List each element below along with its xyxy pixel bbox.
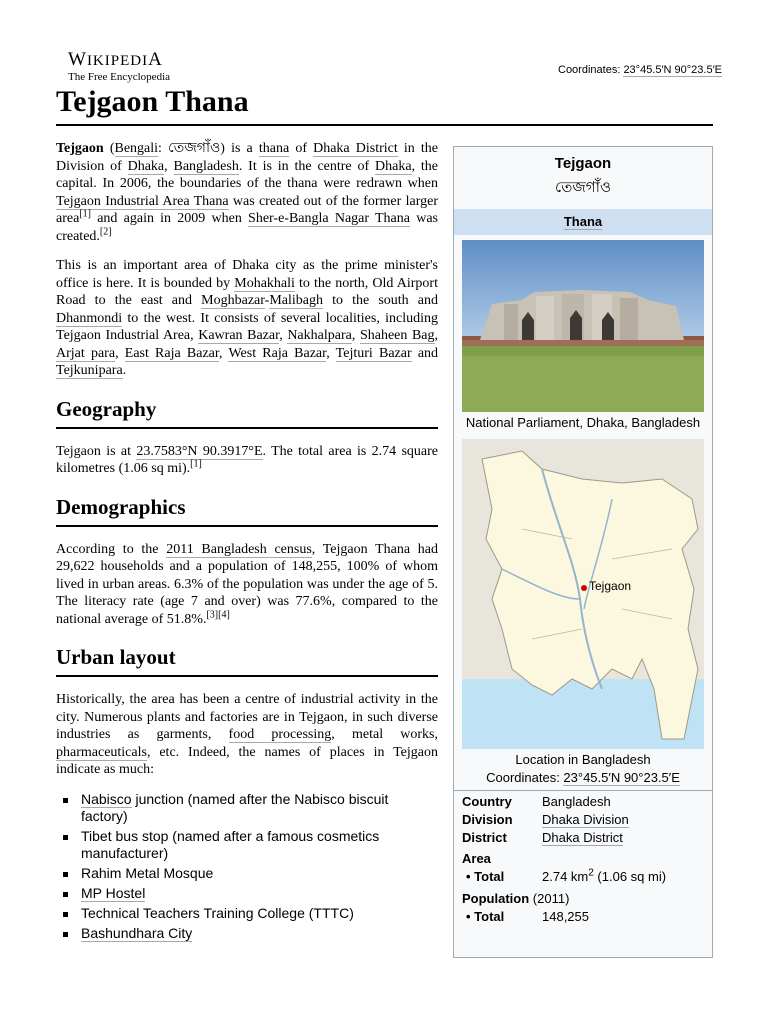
- infobox-type: [454, 209, 712, 235]
- infobox-area-total: [454, 868, 712, 886]
- wiki-link[interactable]: Nakhalpara: [287, 328, 352, 343]
- bold-term: Tejgaon: [56, 141, 104, 156]
- intro-paragraph-2: This is an important area of Dhaka city as the prime minister's office is here. It is bounded by Mohakhali to the north, Old Airport Road to the east and Moghbazar-Malibagh to the south and Dhanmondi to the west. It consists of several localities, including Tejgaon Industrial Area, Kawran Bazar, Nakhalpara, Shaheen Bag, Arjat para, East Raja Bazar, West Raja Bazar, Tejturi Bazar and Tejkunipara.: [56, 258, 439, 378]
- infobox-row-division: [454, 811, 712, 828]
- infobox-key: Country: [462, 794, 512, 809]
- citation[interactable]: [1]: [190, 458, 202, 470]
- citation[interactable]: [1]: [79, 208, 91, 220]
- wiki-link[interactable]: food processing: [228, 727, 332, 742]
- infobox-key: • Total: [466, 869, 505, 884]
- district-link[interactable]: Dhaka District: [542, 830, 623, 845]
- wiki-link[interactable]: Bashundhara City: [81, 924, 193, 941]
- wiki-link[interactable]: Bangladesh: [173, 158, 239, 174]
- infobox-type-link[interactable]: Thana: [563, 214, 603, 229]
- citation[interactable]: [3]: [206, 608, 219, 620]
- wiki-link[interactable]: MP Hostel: [81, 884, 146, 901]
- urban-paragraph: Historically, the area has been a centre of industrial activity in the city. Numerous plants and factories are in Tejgaon, in such diverse industries as garments, food processing, metal works, pharmaceuticals, etc. Indeed, the names of places in Tejgaon indicate as much:: [56, 692, 438, 777]
- infobox-native-name: তেজগাঁও: [555, 179, 611, 196]
- list-item: Tibet bus stop (named after a famous cosmetics manufacturer): [56, 828, 438, 862]
- parliament-photo[interactable]: [462, 240, 704, 412]
- wiki-link[interactable]: Bengali: [114, 141, 159, 156]
- wiki-link[interactable]: Dhaka: [375, 158, 412, 174]
- wiki-link[interactable]: Dhaka District: [313, 141, 398, 156]
- infobox-coordinates: [454, 770, 712, 788]
- header-coordinates-link[interactable]: 23°45.5′N 90°23.5′E: [623, 64, 722, 76]
- logo-tagline: The Free Encyclopedia: [68, 71, 171, 83]
- wiki-link[interactable]: Kawran Bazar: [198, 328, 280, 343]
- list-item: [56, 885, 438, 902]
- demographics-paragraph: According to the 2011 Bangladesh census, Tejgaon Thana had 29,622 households and a population of 148,255, 100% of whom lived in urban areas. 6.3% of the population was under the age of 5. The literacy rate (age 7 and over) was 77.6%, compared to the national average of 51.8%.[3][4]: [56, 541, 438, 627]
- wiki-link[interactable]: Tejgaon Industrial Area Thana: [56, 193, 229, 209]
- list-item: Nabisco junction (named after the Nabisco biscuit factory): [56, 791, 438, 825]
- infobox-divider: [454, 790, 712, 791]
- wiki-link[interactable]: Tejkunipara: [56, 363, 123, 378]
- infobox-row-country: [454, 793, 712, 810]
- wiki-link[interactable]: Nabisco: [81, 790, 132, 807]
- photo-caption: National Parliament, Dhaka, Bangladesh: [465, 415, 701, 430]
- list-item: [56, 925, 438, 942]
- infobox-value: 2.74 $km^2$ (1.06 sq mi): [542, 867, 667, 884]
- wiki-link[interactable]: West Raja Bazar: [228, 345, 327, 361]
- page-title: Tejgaon Thana: [56, 82, 713, 126]
- header-coordinates: [558, 64, 722, 76]
- list-item: Technical Teachers Training College (TTTC): [56, 905, 438, 922]
- infobox-coordinates-link[interactable]: 23°45.5′N 90°23.5′E: [563, 770, 680, 785]
- list-item: Rahim Metal Mosque: [56, 865, 438, 882]
- bangladesh-location-map[interactable]: [462, 439, 704, 749]
- infobox-coordinates-label: Coordinates:: [486, 770, 564, 785]
- section-heading-geography: Geography: [56, 396, 438, 429]
- wiki-link[interactable]: pharmaceuticals: [56, 744, 147, 760]
- infobox-key: • Total: [466, 909, 505, 924]
- geography-paragraph: Tejgaon is at 23.7583°N 90.3917°E. The total area is 2.74 square kilometres (1.06 sq mi).[1]: [56, 443, 439, 476]
- article-body: [56, 140, 438, 945]
- infobox-population-header: Population (2011): [462, 891, 570, 906]
- places-list: [56, 791, 438, 942]
- wiki-link[interactable]: Dhanmondi: [56, 310, 123, 326]
- wiki-link[interactable]: Moghbazar: [201, 293, 265, 308]
- wiki-link[interactable]: Arjat para: [56, 345, 116, 361]
- section-heading-urban-layout: Urban layout: [56, 644, 438, 677]
- wiki-link[interactable]: East Raja Bazar: [124, 345, 219, 361]
- wiki-link[interactable]: Mohakhali: [234, 275, 295, 291]
- intro-paragraph-1: Tejgaon (Bengali: তেজগাঁও) is a thana of Dhaka District in the Division of Dhaka, Bangladesh. It is in the centre of Dhaka, the capital. In 2006, the boundaries of the thana were redrawn when Tejgaon Industrial Area Thana was created out of the former larger area[1] and again in 2009 when Sher-e-Bangla Nagar Thana was created.[2]: [56, 141, 439, 244]
- map-marker-label: Tejgaon: [589, 579, 632, 593]
- wiki-link[interactable]: 23.7583°N 90.3917°E: [136, 443, 263, 459]
- wikipedia-logo[interactable]: [68, 50, 170, 84]
- division-link[interactable]: Dhaka Division: [542, 812, 629, 827]
- wiki-link[interactable]: Dhaka: [127, 158, 165, 174]
- infobox-row-district: [454, 829, 712, 846]
- wiki-link[interactable]: thana: [258, 141, 290, 156]
- infobox-value: Bangladesh: [542, 794, 611, 809]
- infobox-area-header: Area: [462, 851, 491, 866]
- infobox-population-total: [454, 908, 712, 926]
- logo-wordmark: WIKIPEDIA: [68, 49, 163, 70]
- header-coordinates-label: Coordinates:: [558, 64, 624, 76]
- wiki-link[interactable]: Tejturi Bazar: [335, 345, 412, 361]
- infobox: [453, 146, 713, 958]
- infobox-value: 148,255: [542, 909, 589, 924]
- infobox-title: Tejgaon: [554, 155, 612, 172]
- wiki-link[interactable]: 2011 Bangladesh census: [166, 541, 312, 557]
- section-heading-demographics: Demographics: [56, 494, 438, 527]
- wiki-link[interactable]: Shaheen Bag: [359, 328, 435, 343]
- wiki-link[interactable]: Malibagh: [269, 293, 323, 308]
- infobox-key: Division: [462, 812, 513, 827]
- infobox-key: District: [462, 830, 507, 845]
- map-caption: Location in Bangladesh: [515, 752, 651, 767]
- citation[interactable]: [2]: [99, 225, 112, 237]
- citation[interactable]: [4]: [218, 608, 230, 620]
- wiki-link[interactable]: Sher-e-Bangla Nagar Thana: [248, 211, 410, 226]
